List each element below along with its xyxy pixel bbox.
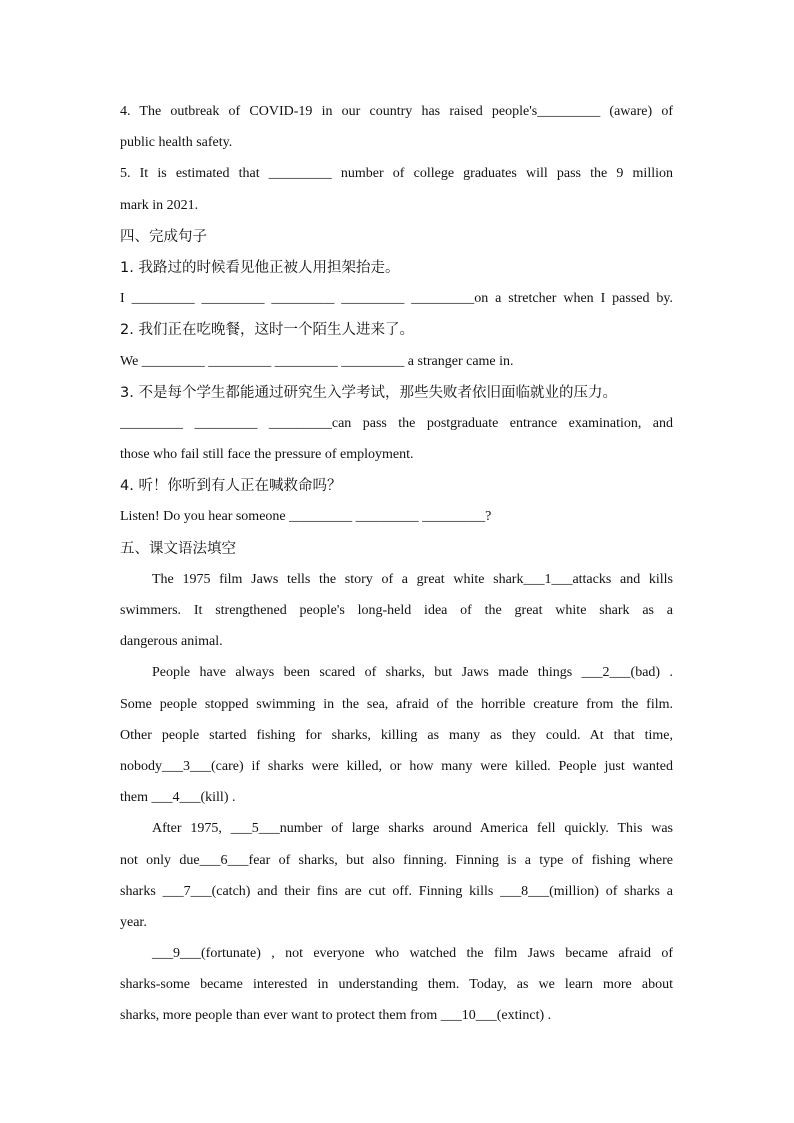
text-line: mark in 2021. <box>120 197 199 213</box>
text-line: I _________ _________ _________ _________ _________on a stretcher when I passed by. <box>120 291 673 307</box>
text-line: sharks, more people than ever want to protect them from ___10___(extinct) . <box>120 1008 552 1024</box>
text-line: year. <box>120 914 147 930</box>
text-line: those who fail still face the pressure of employment. <box>120 447 414 463</box>
section-or-prompt-line: 1. 我路过的时候看见他正被人用担架抬走。 <box>120 259 400 276</box>
text-line: Listen! Do you hear someone _________ _________ _________? <box>120 509 492 525</box>
text-line: public health safety. <box>120 135 233 151</box>
section-or-prompt-line: 4. 听！你听到有人正在喊救命吗？ <box>120 478 342 495</box>
text-line: People have always been scared of sharks, but Jaws made things ___2___(bad) . <box>152 665 673 681</box>
text-line: After 1975, ___5___number of large sharks around America fell quickly. This was <box>152 821 673 837</box>
text-line: swimmers. It strengthened people's long-held idea of the great white shark as a <box>120 603 673 618</box>
text-line: Other people started fishing for sharks, killing as many as they could. At that time, <box>120 727 673 743</box>
text-line: sharks ___7___(catch) and their fins are cut off. Finning kills ___8___(million) of sharks a <box>120 883 673 899</box>
text-line: The 1975 film Jaws tells the story of a great white shark___1___attacks and kills <box>152 571 673 587</box>
text-line: sharks-some became interested in understanding them. Today, as we learn more about <box>120 977 673 993</box>
text-line: Some people stopped swimming in the sea, afraid of the horrible creature from the film. <box>120 696 673 712</box>
text-line: 4. The outbreak of COVID-19 in our country has raised people's_________ (aware) of <box>120 104 673 119</box>
section-or-prompt-line: 四、完成句子 <box>120 228 207 245</box>
text-line: dangerous animal. <box>120 634 223 650</box>
text-line: _________ _________ _________can pass the postgraduate entrance examination, and <box>120 415 673 431</box>
section-or-prompt-line: 3. 不是每个学生都能通过研究生入学考试，那些失败者依旧面临就业的压力。 <box>120 384 617 401</box>
text-line: them ___4___(kill) . <box>120 790 236 806</box>
text-line: 5. It is estimated that _________ number of college graduates will pass the 9 million <box>120 166 673 182</box>
document-body <box>120 101 673 1037</box>
section-or-prompt-line: 五、课文语法填空 <box>120 540 236 557</box>
text-line: ___9___(fortunate) , not everyone who watched the film Jaws became afraid of <box>152 946 673 962</box>
section-or-prompt-line: 2. 我们正在吃晚餐，这时一个陌生人进来了。 <box>120 322 414 339</box>
text-line: nobody___3___(care) if sharks were killed, or how many were killed. People just wanted <box>120 758 673 774</box>
text-line: not only due___6___fear of sharks, but also finning. Finning is a type of fishing where <box>120 852 673 868</box>
text-line: We _________ _________ _________ _________ a stranger came in. <box>120 353 514 369</box>
